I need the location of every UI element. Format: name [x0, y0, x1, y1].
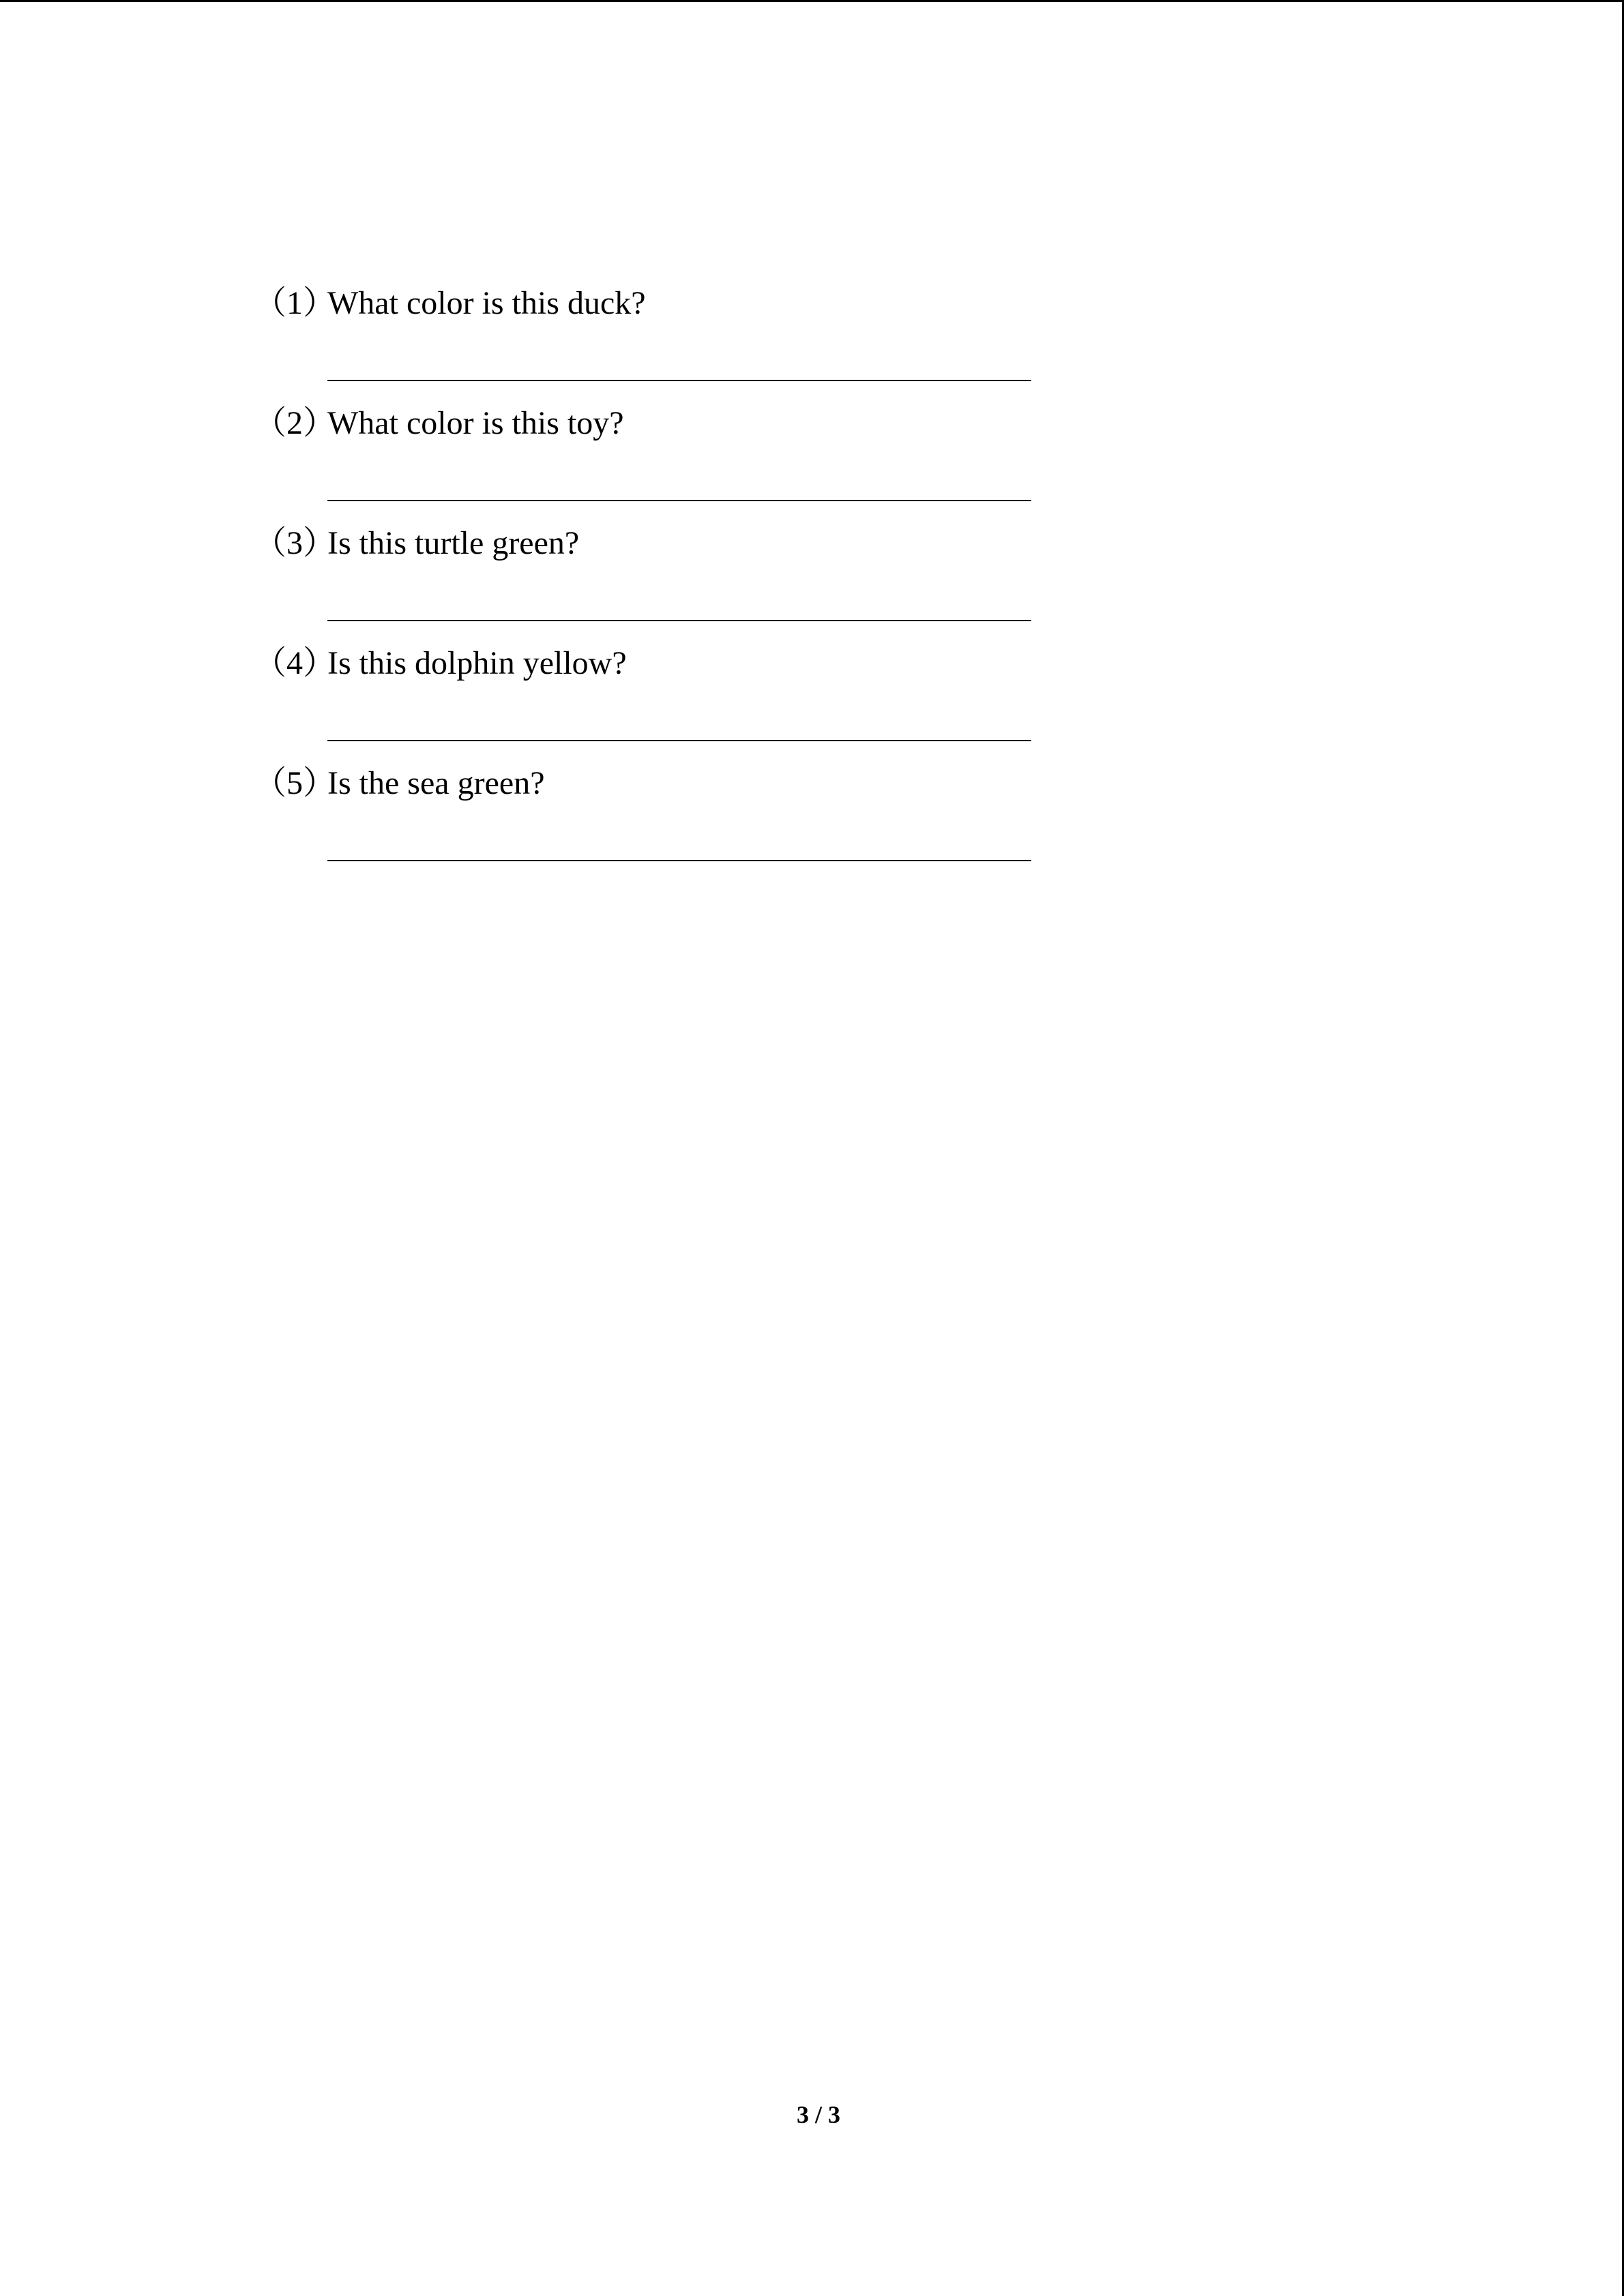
question-text: What color is this duck? — [327, 285, 646, 321]
question-line — [254, 518, 1072, 569]
question-2 — [254, 398, 1072, 518]
question-3 — [254, 518, 1072, 638]
question-number: （3） — [254, 525, 336, 561]
answer-blank[interactable] — [327, 860, 1031, 861]
question-line — [254, 758, 1072, 809]
answer-blank[interactable] — [327, 380, 1031, 381]
answer-blank[interactable] — [327, 740, 1031, 741]
question-number: （5） — [254, 765, 336, 801]
question-5 — [254, 758, 1072, 878]
question-list — [254, 278, 1072, 878]
question-number: （4） — [254, 645, 336, 681]
question-text: Is this dolphin yellow? — [327, 645, 627, 681]
answer-blank[interactable] — [327, 620, 1031, 621]
question-line — [254, 398, 1072, 449]
question-number: （1） — [254, 285, 336, 321]
page-number: 3 / 3 — [796, 2101, 840, 2128]
answer-blank[interactable] — [327, 500, 1031, 501]
question-line — [254, 278, 1072, 329]
question-line — [254, 638, 1072, 689]
question-number: （2） — [254, 405, 336, 441]
question-text: What color is this toy? — [327, 405, 624, 441]
question-text: Is the sea green? — [327, 765, 545, 801]
question-4 — [254, 638, 1072, 758]
question-text: Is this turtle green? — [327, 525, 580, 561]
question-1 — [254, 278, 1072, 398]
